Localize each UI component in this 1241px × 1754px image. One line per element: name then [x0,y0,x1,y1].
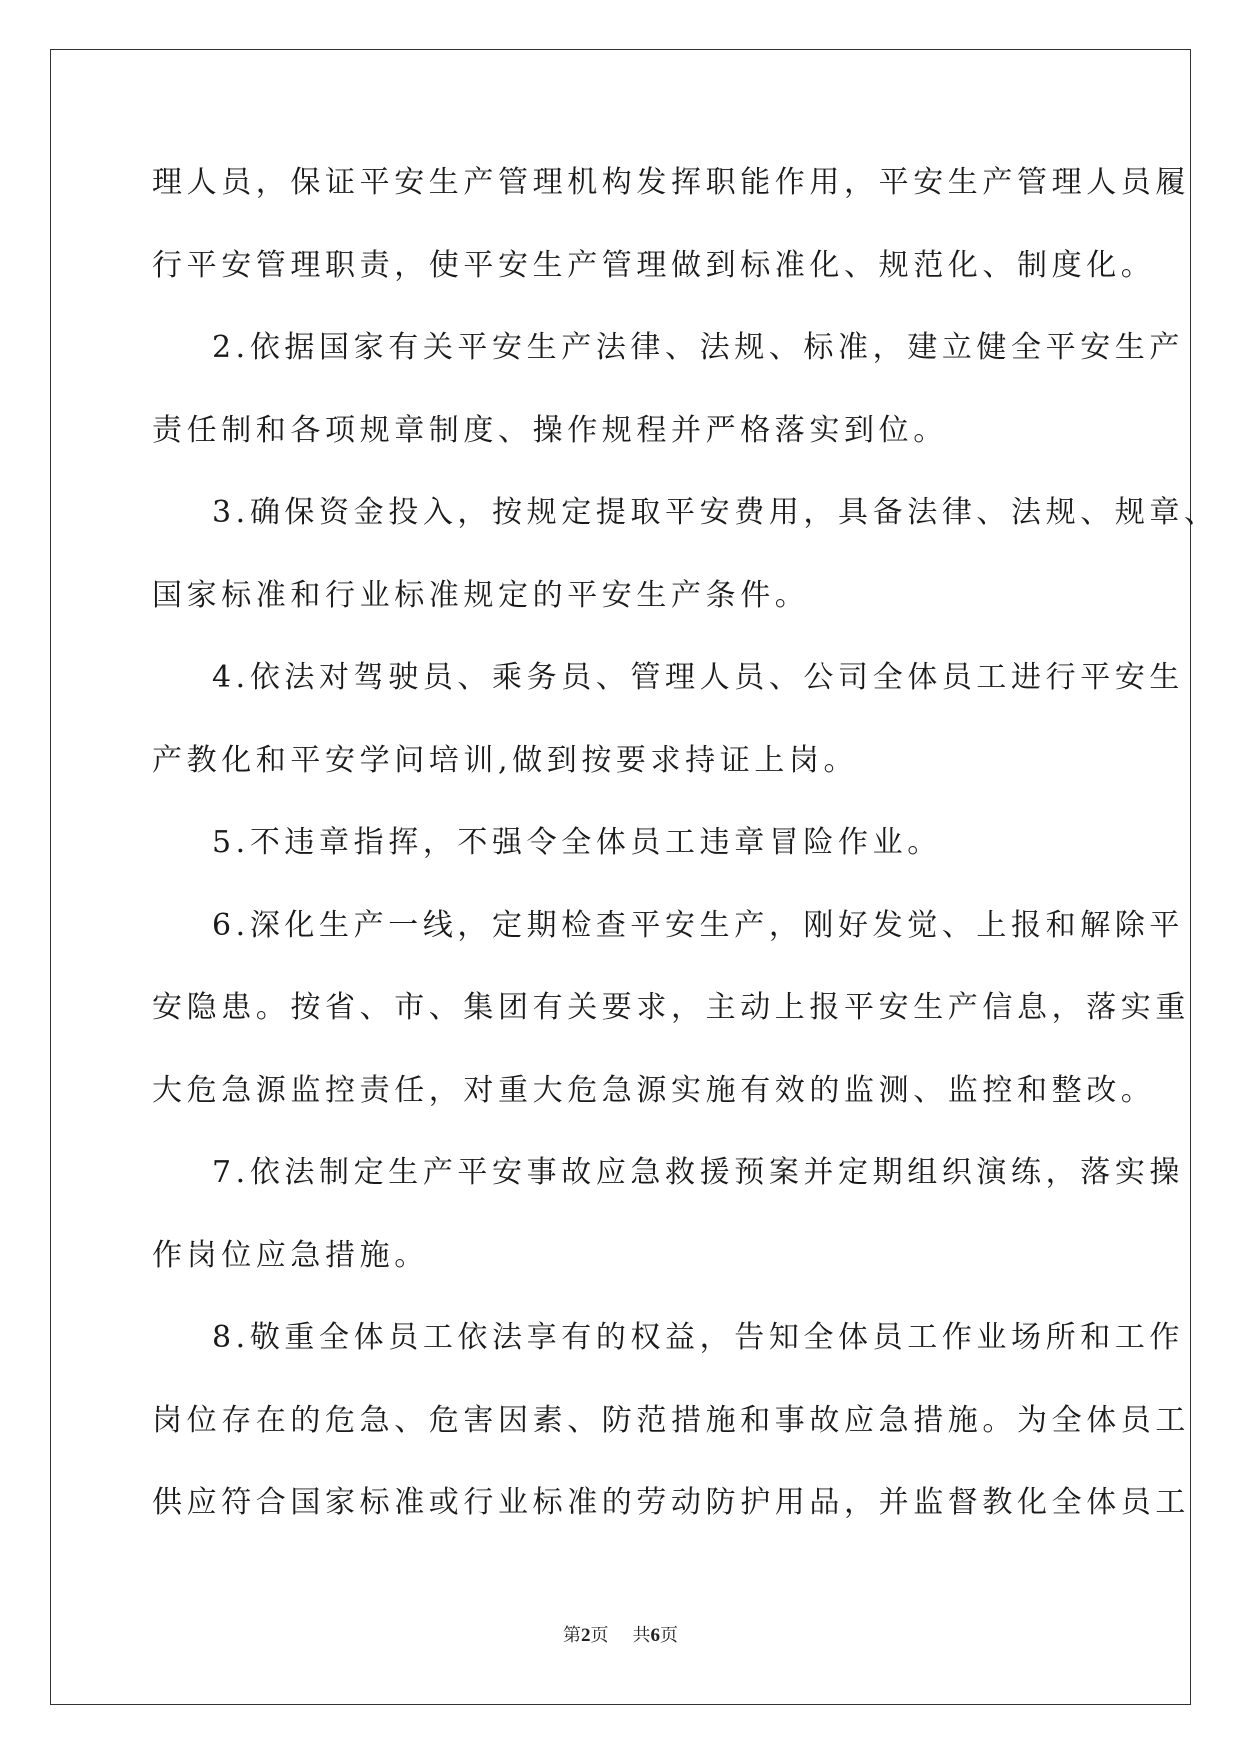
page-footer [0,1621,1241,1647]
page-suffix: 页 [590,1625,609,1646]
paragraph-line: 5.不违章指挥，不强令全体员工违章冒险作业。 [212,825,942,860]
paragraph-line: 理人员，保证平安生产管理机构发挥职能作用，平安生产管理人员履 [152,165,1190,200]
paragraph-line: 责任制和各项规章制度、操作规程并严格落实到位。 [152,412,948,448]
paragraph-line: 作岗位应急措施。 [152,1237,429,1273]
total-suffix: 页 [660,1625,678,1646]
page-number: 2 [581,1625,591,1646]
paragraph-line: 8.敬重全体员工依法享有的权益，告知全体员工作业场所和工作 [212,1320,1185,1355]
paragraph-line: 岗位存在的危急、危害因素、防范措施和事故应急措施。为全体员工 [152,1402,1190,1438]
paragraph-line: 大危急源监控责任，对重大危急源实施有效的监测、监控和整改。 [152,1072,1156,1108]
total-pages: 6 [650,1625,660,1646]
paragraph-line: 7.依法制定生产平安事故应急救援预案并定期组织演练，落实操 [212,1155,1185,1190]
page-prefix: 第 [563,1625,581,1646]
total-prefix: 共 [632,1625,651,1646]
paragraph-line: 3.确保资金投入，按规定提取平安费用，具备法律、法规、规章、 [212,495,1219,530]
paragraph-line: 6.深化生产一线，定期检查平安生产，刚好发觉、上报和解除平 [212,907,1185,943]
document-body [152,163,1219,1566]
paragraph-line: 国家标准和行业标准规定的平安生产条件。 [152,577,810,613]
paragraph-line: 安隐患。按省、市、集团有关要求，主动上报平安生产信息，落实重 [152,990,1190,1025]
paragraph-line: 行平安管理职责，使平安生产管理做到标准化、规范化、制度化。 [152,247,1156,283]
paragraph-line: 供应符合国家标准或行业标准的劳动防护用品，并监督教化全体员工 [152,1485,1190,1520]
paragraph-line: 产教化和平安学问培训,做到按要求持证上岗。 [152,742,859,778]
paragraph-line: 4.依法对驾驶员、乘务员、管理人员、公司全体员工进行平安生 [212,660,1185,695]
paragraph-line: 2.依据国家有关平安生产法律、法规、标准，建立健全平安生产 [212,330,1185,365]
